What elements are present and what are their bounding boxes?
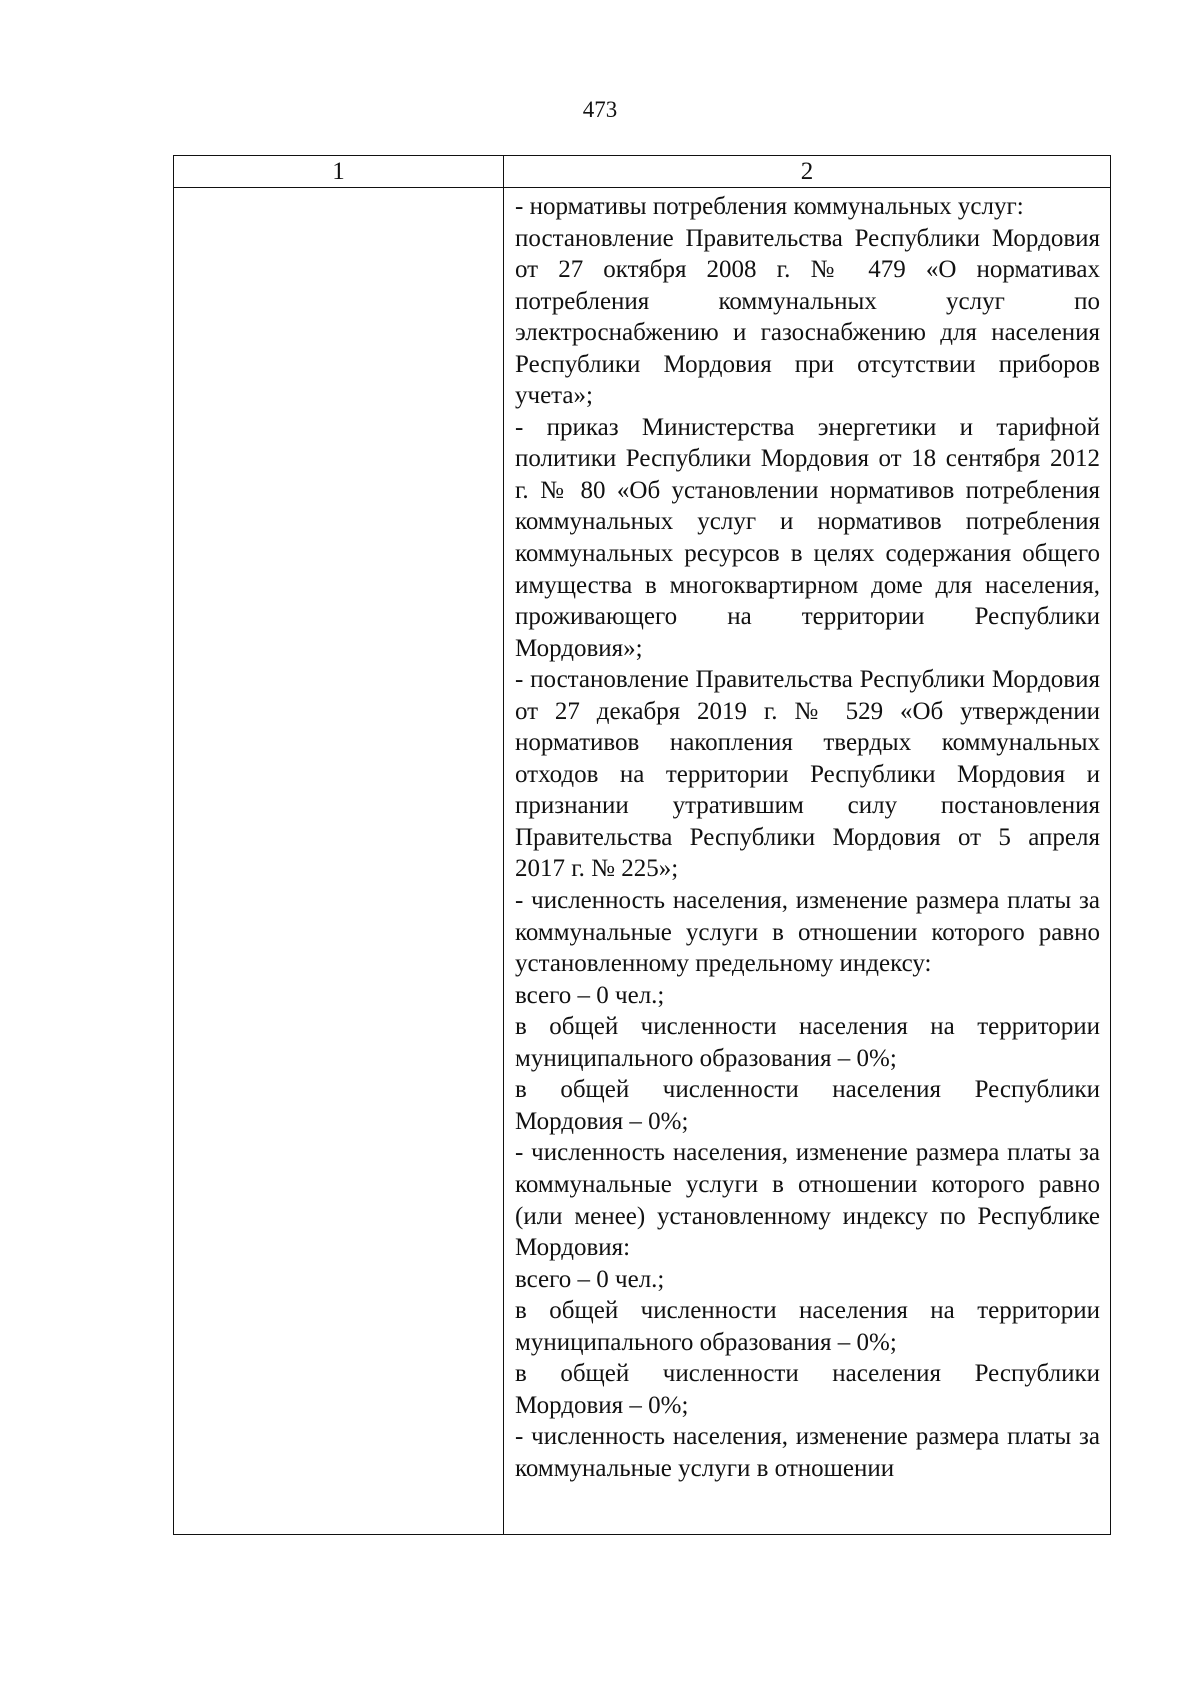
paragraph-population-equal-limit: - численность населения, изменение размера платы за коммунальные услуги в отношении которого равно установленному предельному индексу: — [515, 887, 1100, 978]
page-number: 473 — [582, 97, 618, 122]
table-row — [174, 188, 1111, 1535]
paragraph-utility-norms-heading: - нормативы потребления коммунальных услуг: — [515, 193, 1024, 220]
column-2-header: 2 — [504, 156, 1111, 188]
column-2-cell — [504, 188, 1111, 1535]
paragraph-total-1: всего – 0 чел.; — [515, 981, 665, 1009]
column-2-content — [504, 188, 1110, 1484]
column-1-header: 1 — [174, 156, 504, 188]
paragraph-resolution-529: - постановление Правительства Республики Мордовия от 27 декабря 2019 г. № 529 «Об утверждении нормативов накопления твердых коммунальных отходов на территории Республики Мордовия и признании утратившим силу постановления Правительства Республики Мордовия от 5 апреля 2017 г. № 225»; — [515, 666, 1100, 883]
paragraph-resolution-479: постановление Правительства Республики Мордовия от 27 октября 2008 г. № 479 «О нормативах потребления коммунальных услуг по электроснабжению и газоснабжению для населения Республики Мордовия при отсутствии приборов учета»; — [515, 224, 1100, 410]
paragraph-republic-share-2: в общей численности населения Республики Мордовия – 0%; — [515, 1360, 1100, 1419]
document-table — [173, 155, 1111, 1535]
paragraph-population-equal-or-less: - численность населения, изменение размера платы за коммунальные услуги в отношении которого равно (или менее) установленному индексу по Республике Мордовия: — [515, 1139, 1100, 1262]
paragraph-municipal-share-1: в общей численности населения на территории муниципального образования – 0%; — [515, 1013, 1100, 1072]
paragraph-population-continued: - численность населения, изменение размера платы за коммунальные услуги в отношении — [515, 1423, 1100, 1482]
paragraph-total-2: всего – 0 чел.; — [515, 1265, 665, 1293]
paragraph-order-80: - приказ Министерства энергетики и тарифной политики Республики Мордовия от 18 сентября 2012 г. № 80 «Об установлении нормативов потребления коммунальных услуг и нормативов потребления коммунальных ресурсов в целях содержания общего имущества в многоквартирном доме для населения, проживающего на территории Республики Мордовия»; — [515, 413, 1100, 662]
table-header-row — [174, 156, 1111, 188]
column-1-cell — [174, 188, 504, 1535]
paragraph-municipal-share-2: в общей численности населения на территории муниципального образования – 0%; — [515, 1297, 1100, 1356]
paragraph-republic-share-1: в общей численности населения Республики Мордовия – 0%; — [515, 1076, 1100, 1135]
